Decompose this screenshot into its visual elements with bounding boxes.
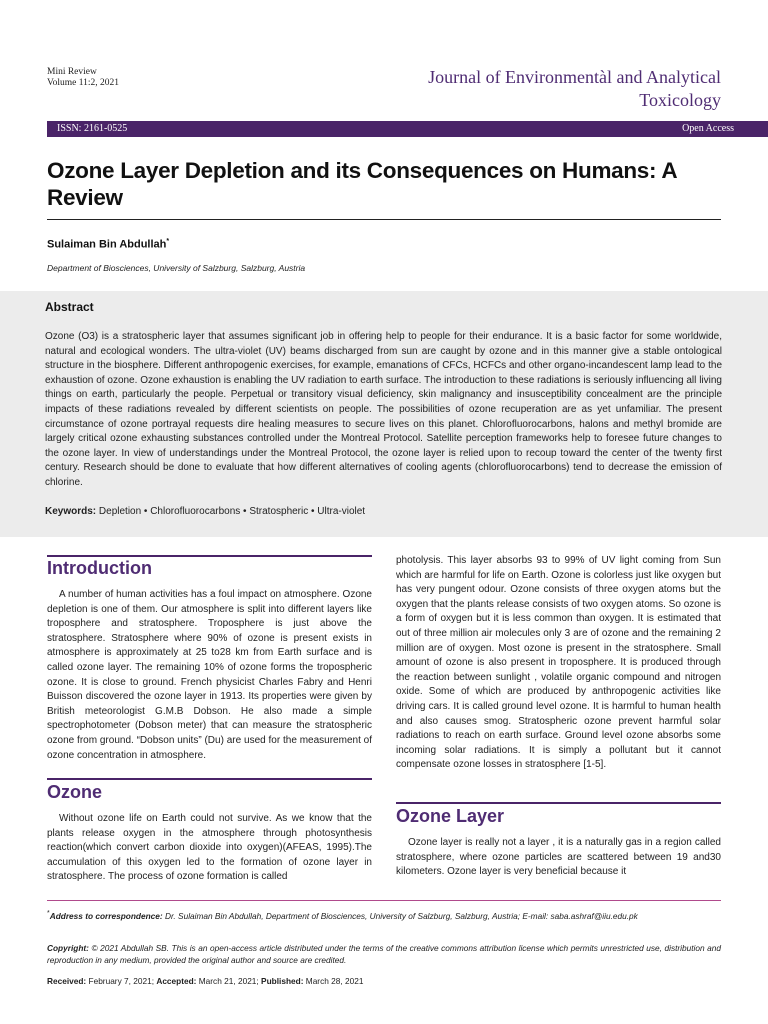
ozone-layer-heading: Ozone Layer — [396, 806, 505, 826]
dates: Received: February 7, 2021; Accepted: March 21, 2021; Published: March 28, 2021 — [47, 976, 364, 986]
article-meta — [47, 67, 119, 89]
author-name[interactable]: Sulaiman Bin Abdullah* — [47, 238, 170, 251]
keywords-label: Keywords: — [45, 506, 97, 517]
article-type: Mini Review — [47, 67, 97, 77]
affiliation: Department of Biosciences, University of Salzburg, Salzburg, Austria — [47, 263, 306, 273]
right-column-text: photolysis. This layer absorbs 93 to 99% of UV light coming from Sun which are harmful for life on Earth. Ozone is colorless just like oxygen but has very pungent odour. Ozone consists of three oxygen atoms but the oxygen that the plants release consists of two oxygen atoms. So ozone is a form of oxygen but it is less common than oxygen. It is estimated that out of three million air molecules only 3 are of ozone and the remaining 2 million are of oxygen. Most ozone is present in the stratosphere. Small amount of ozone is also present in troposphere. It is produced through the reaction between sunlight , volatile organic compound and nitrogen oxide. Some of which are produced by anthropogenic activities like driving cars. It is called ground level ozone. It is harmful to human health and also causes smog. Stratospheric ozone prevent harmful solar radiations to reach on earth surface. Ground level ozone absorbs some incoming solar radiations. It is simply a pollutant but it cannot compensate ozone losses in stratosphere [1-5]. — [396, 555, 721, 771]
section-divider — [47, 555, 372, 557]
ozone-heading: Ozone — [47, 782, 103, 802]
section-divider — [396, 802, 721, 804]
copyright: Copyright: © 2021 Abdullah SB. This is an open-access article distributed under the terms of the creative commons attribution license which permits unrestricted use, distribution and reproduction in any medium, provided the original author and source are credited. — [47, 943, 721, 965]
keywords — [45, 506, 365, 517]
abstract-heading: Abstract — [45, 300, 94, 314]
intro-heading: Introduction — [47, 558, 152, 578]
abstract-text: Ozone (O3) is a stratospheric layer that assumes significant job in offering help to people for their endurance. It is a basic factor for some worldwide, natural and ecological wonders. The ultra-violet (UV) beams discharged from sun are caught by ozone and in this manner give a stable ontological structure in the biosphere. Different anthropogenic exercises, for example, emanations of CFCs, HCFCs and other organo-incandescent lamp lead to the exhaustion of ozone. Ozone exhaustion is enabling the UV radiation to earth surface. The introduction to these radiations is seriously influencing all living things on earth, particularly the people. Perpetual or transitory visual deficiency, skin malignancy and insusceptibility concealment are the principle impacts of these radiations revealed by different scientists on people. The possibilities of ozone recuperation are as yet unfamiliar. The present circumstance of ozone portrayal requests dire healing measures to secure lives on this planet. Chlorofluorocarbons, halons and methyl bromide are largely critical ozone exhausting substances controlled under the Montreal Protocol. Satellite perception frameworks help to foresee future changes to the ozone layer. In view of understandings under the Montreal Protocol, the ozone layer is relied upon to recoup toward the center of the twenty first century. Research should be done to evaluate that how different alternatives of cooling agents (chlorofluorocarbons) tend to decrease the emission of chlorine. — [45, 331, 722, 488]
section-divider — [47, 778, 372, 780]
footer-divider — [47, 900, 721, 901]
issn-bar — [47, 121, 768, 137]
keywords-list: Depletion • Chlorofluorocarbons • Stratospheric • Ultra-violet — [98, 506, 366, 517]
volume-info: Volume 11:2, 2021 — [47, 78, 120, 88]
title-divider — [47, 219, 721, 220]
intro-text: A number of human activities has a foul impact on atmosphere. Ozone depletion is one of them. Our atmosphere is split into different layers like troposphere and stratosphere. Troposphere is just above the stratosphere. Stratosphere where 90% of ozone is present exists in atmosphere is approximately at 25 to28 km from Earth surface and is called ozone layer. The remaining 10% of ozone forms the tropospheric ozone. It is close to ground. French physicist Charles Fabry and Henri Buisson discovered the ozone layer in 1913. Its properties were given by British meteorologist G.M.B Dobson. He also made a simple spectrophotometer (Dobson meter) that can measure the stratospheric ozone from ground. “Dobson units” (Du) are used for the measurement of ozone concentration in atmosphere. — [47, 589, 372, 761]
correspondence: *Address to correspondence: Dr. Sulaiman Bin Abdullah, Department of Biosciences, University of Salzburg, Salzburg, Austria; E-mail: saba.ashraf@iiu.edu.pk — [47, 910, 638, 921]
journal-name[interactable]: Journal of Environmentàl and Analytical Toxicology — [428, 67, 721, 110]
ozone-layer-text: Ozone layer is really not a layer , it is a naturally gas in a region called stratosphere, where ozone particles are scattered between 19 and30 kilometers. Ozone layer is very beneficial because it — [396, 837, 721, 878]
ozone-text: Without ozone life on Earth could not survive. As we know that the plants release oxygen in the atmosphere through photosynthesis reaction(which convert carbon dioxide into oxygen)(AFEAS, 1995).The accumulation of this oxygen led to the formation of ozone layer in stratosphere. The process of ozone formation is called — [47, 813, 372, 883]
open-access-badge[interactable]: Open Access — [682, 123, 734, 134]
article-title: Ozone Layer Depletion and its Consequences on Humans: A Review — [47, 158, 677, 210]
correspondence-text[interactable]: Dr. Sulaiman Bin Abdullah, Department of Biosciences, University of Salzburg, Salzburg, Austria; E-mail: saba.ashraf@iiu.edu.pk — [164, 910, 638, 921]
issn: ISSN: 2161-0525 — [57, 123, 128, 134]
